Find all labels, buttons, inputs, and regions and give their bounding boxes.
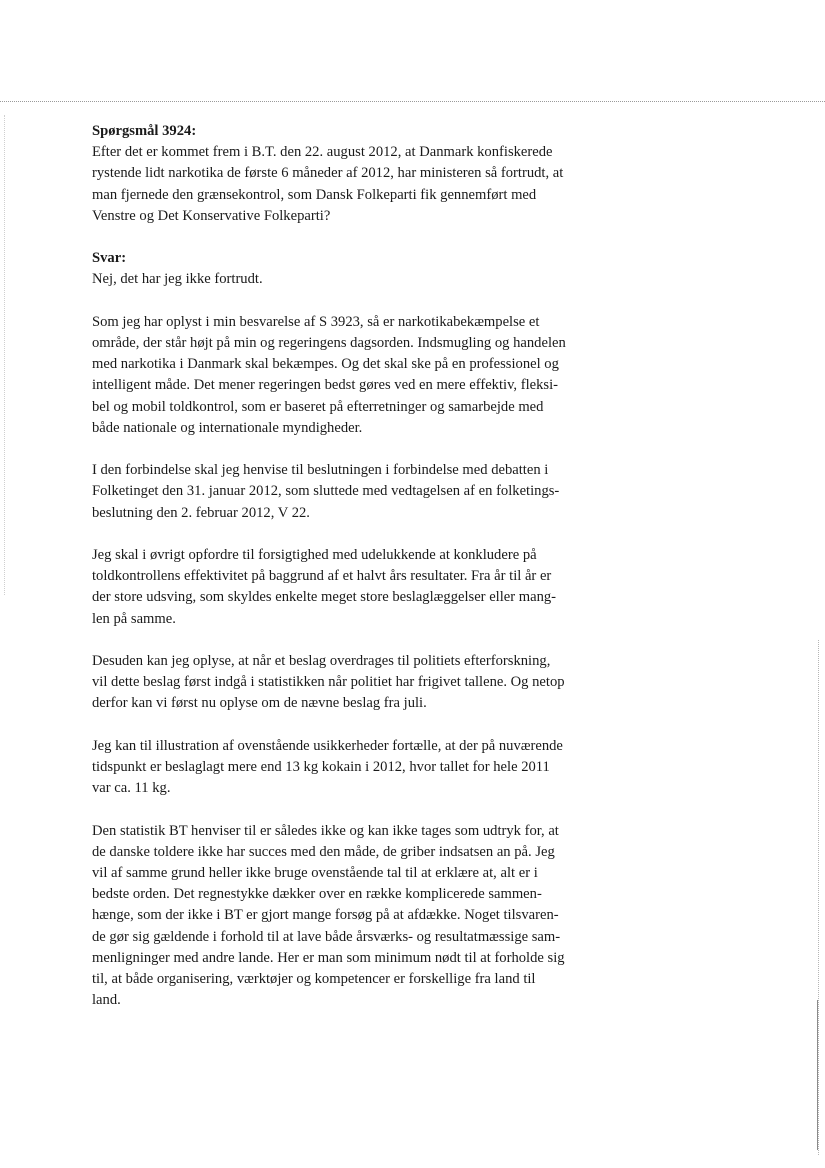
- answer-line: menligninger med andre lande. Her er man som minimum nødt til at forholde sig: [92, 949, 565, 966]
- answer-line: hænge, som der ikke i BT er gjort mange forsøg på at afdække. Noget tilsvaren-: [92, 907, 559, 924]
- answer-line: der store udsving, som skyldes enkelte meget store beslaglæggelser eller mang-: [92, 589, 557, 606]
- answer-line: bel og mobil toldkontrol, som er baseret på efterretninger og samarbejde med: [92, 398, 544, 415]
- answer-paragraph-2: [92, 312, 622, 439]
- question-line: Venstre og Det Konservative Folkeparti?: [92, 207, 331, 224]
- answer-line: bedste orden. Det regnestykke dækker over en række komplicerede sammen-: [92, 886, 542, 903]
- question-line: man fjernede den grænsekontrol, som Dansk Folkeparti fik gennemført med: [92, 186, 537, 203]
- answer-line: Nej, det har jeg ikke fortrudt.: [92, 271, 263, 288]
- scan-top-rule: [0, 101, 825, 102]
- answer-line: derfor kan vi først nu oplyse om de nævne beslag fra juli.: [92, 695, 427, 712]
- answer-line: Jeg skal i øvrigt opfordre til forsigtighed med udelukkende at konkludere på: [92, 547, 537, 563]
- scan-left-edge: [4, 115, 5, 595]
- answer-paragraph-1: [92, 269, 622, 290]
- answer-line: beslutning den 2. februar 2012, V 22.: [92, 504, 310, 521]
- answer-line: Jeg kan til illustration af ovenstående usikkerheder fortælle, at der på nuværende: [92, 737, 563, 754]
- question-line: rystende lidt narkotika de første 6 måneder af 2012, har ministeren så fortrudt, at: [92, 165, 564, 182]
- scan-right-edge-mark: [817, 1000, 818, 1150]
- answer-line: toldkontrollens effektivitet på baggrund af et halvt års resultater. Fra år til år er: [92, 568, 552, 585]
- answer-paragraph-6: [92, 736, 622, 800]
- answer-line: Som jeg har oplyst i min besvarelse af S 3923, så er narkotikabekæmpelse et: [92, 313, 540, 330]
- answer-paragraph-3: [92, 460, 622, 524]
- answer-line: len på samme.: [92, 610, 176, 627]
- answer-line: område, der står højt på min og regeringens dagsorden. Indsmugling og handelen: [92, 335, 566, 351]
- question-heading: Spørgsmål 3924:: [92, 123, 197, 139]
- document-body: [92, 121, 622, 1033]
- answer-line: var ca. 11 kg.: [92, 780, 171, 797]
- question-text: [92, 142, 622, 227]
- answer-line: både nationale og internationale myndigheder.: [92, 419, 363, 436]
- question-line: Efter det er kommet frem i B.T. den 22. august 2012, at Danmark konfiskerede: [92, 144, 553, 161]
- answer-line: de danske toldere ikke har succes med den måde, de griber indsatsen an på. Jeg: [92, 843, 555, 860]
- answer-line: I den forbindelse skal jeg henvise til beslutningen i forbindelse med debatten i: [92, 462, 549, 479]
- answer-section: [92, 248, 622, 1011]
- answer-line: vil af samme grund heller ikke bruge ovenstående tal til at erklære at, alt er i: [92, 865, 538, 881]
- answer-line: med narkotika i Danmark skal bekæmpes. Og det skal ske på en professionel og: [92, 356, 559, 373]
- answer-line: intelligent måde. Det mener regeringen bedst gøres ved en mere effektiv, fleksi-: [92, 377, 559, 394]
- answer-line: land.: [92, 992, 121, 1009]
- answer-line: Folketinget den 31. januar 2012, som sluttede med vedtagelsen af en folketings-: [92, 483, 560, 500]
- answer-heading: Svar:: [92, 250, 127, 267]
- answer-line: Desuden kan jeg oplyse, at når et beslag overdrages til politiets efterforskning,: [92, 653, 551, 669]
- answer-paragraph-5: [92, 651, 622, 715]
- answer-line: til, at både organisering, værktøjer og kompetencer er forskellige fra land til: [92, 971, 536, 988]
- answer-paragraph-4: [92, 545, 622, 630]
- question-section: [92, 121, 622, 227]
- scan-right-edge: [818, 640, 819, 1155]
- answer-line: de gør sig gældende i forhold til at lave både årsværks- og resultatmæssige sam-: [92, 928, 561, 945]
- answer-line: tidspunkt er beslaglagt mere end 13 kg kokain i 2012, hvor tallet for hele 2011: [92, 759, 550, 775]
- answer-line: vil dette beslag først indgå i statistikken når politiet har frigivet tallene. Og netop: [92, 674, 565, 691]
- answer-paragraph-7: [92, 821, 622, 1012]
- answer-line: Den statistik BT henviser til er således ikke og kan ikke tages som udtryk for, at: [92, 822, 559, 839]
